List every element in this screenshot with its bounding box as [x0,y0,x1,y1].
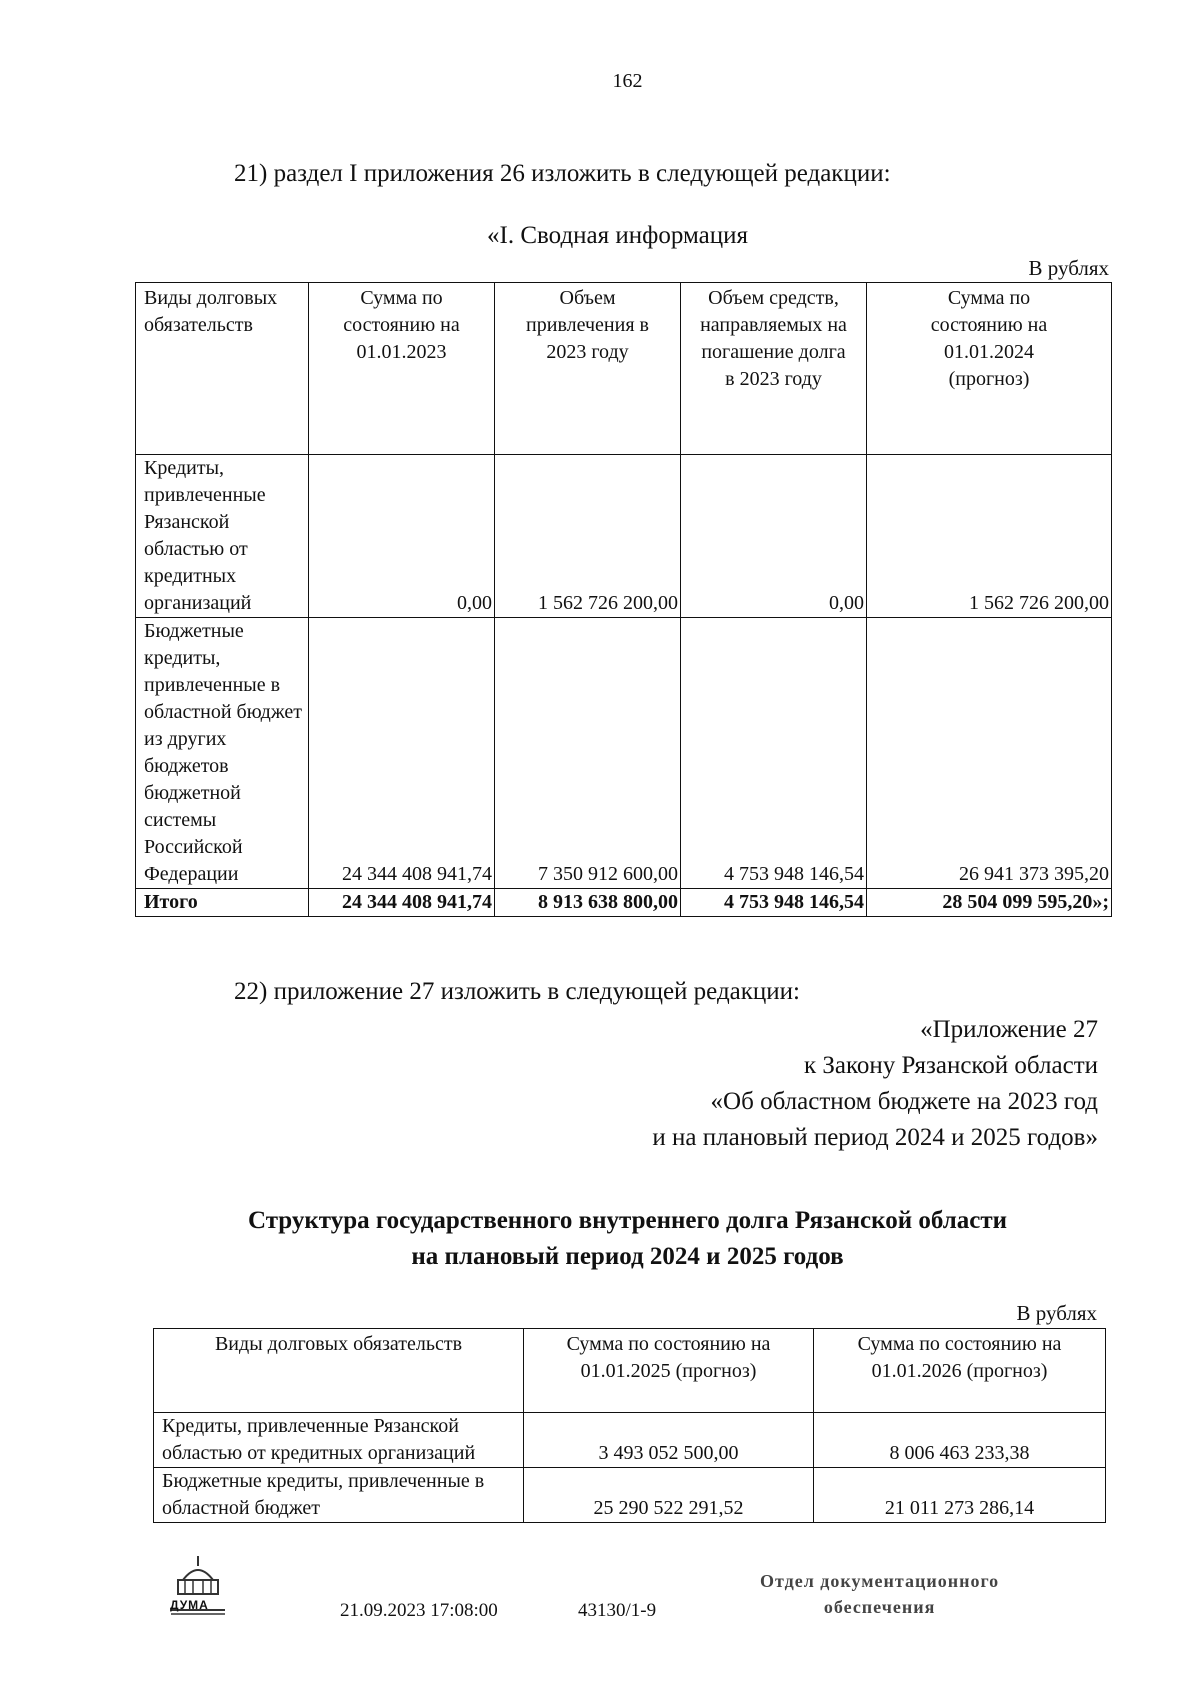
header-text: Сумма по состоянию на 01.01.2026 (прогноз) [857,1333,1062,1382]
header-text: Объем средств, направляемых на погашение долга в 2023 году [700,287,847,390]
item-22-text: 22) приложение 27 изложить в следующей редакции: [234,978,800,1005]
appendix-header [652,1012,1098,1156]
department-line: обеспечения [823,1597,936,1617]
page-number: 162 [612,70,643,92]
total-label: Итого [136,889,309,917]
header-debt-types [136,283,309,455]
footer-doc-number: 43130/1-9 [578,1600,657,1621]
row-label: Бюджетные кредиты, привлеченные в областной бюджет [154,1468,524,1523]
cell-value: 24 344 408 941,74 [309,618,495,889]
header-sum-2023 [309,283,495,455]
cell-value: 4 753 948 146,54 [681,618,867,889]
header-sum-2024 [867,283,1112,455]
cell-value: 21 011 273 286,14 [814,1468,1106,1523]
table-row [136,455,1112,618]
row-label: Кредиты, привлеченные Рязанской областью от кредитных организаций [136,455,309,618]
total-value: 28 504 099 595,20»; [867,889,1112,917]
department-stamp [760,1568,999,1620]
footer-date: 21.09.2023 17:08:00 [340,1600,498,1621]
appendix-line: «Об областном бюджете на 2023 год [710,1088,1098,1115]
structure-table [153,1328,1106,1523]
total-value: 24 344 408 941,74 [309,889,495,917]
header-text: Сумма по состоянию на 01.01.2025 (прогноз) [566,1333,771,1382]
appendix-line: и на плановый период 2024 и 2025 годов» [652,1124,1098,1151]
table-row [136,618,1112,889]
total-value: 4 753 948 146,54 [681,889,867,917]
units-label: В рублях [1016,1301,1097,1325]
structure-title-line: Структура государственного внутреннего долга Рязанской области [247,1207,1008,1234]
cell-value: 8 006 463 233,38 [814,1413,1106,1468]
appendix-line: «Приложение 27 [920,1016,1098,1043]
row-label: Бюджетные кредиты, привлеченные в областной бюджет из других бюджетов бюджетной системы Российской Федерации [136,618,309,889]
table-row [154,1468,1106,1523]
header-sum-2026 [814,1329,1106,1413]
header-attraction-2023 [495,283,681,455]
cell-value: 7 350 912 600,00 [495,618,681,889]
header-text: Виды долговых обязательств [144,287,278,336]
structure-title [0,1203,1200,1275]
total-value: 8 913 638 800,00 [495,889,681,917]
item-21-text: 21) раздел I приложения 26 изложить в следующей редакции: [234,160,891,187]
cell-value: 0,00 [309,455,495,618]
units-label: В рублях [1028,256,1109,280]
table-row [154,1413,1106,1468]
table-header-row [136,283,1112,455]
cell-value: 3 493 052 500,00 [524,1413,814,1468]
header-text: Объем привлечения в 2023 году [526,287,649,363]
cell-value: 1 562 726 200,00 [867,455,1112,618]
row-label: Кредиты, привлеченные Рязанской областью от кредитных организаций [154,1413,524,1468]
department-line: Отдел документационного [760,1571,1000,1591]
summary-table [135,282,1112,917]
appendix-line: к Закону Рязанской области [804,1052,1098,1079]
cell-value: 1 562 726 200,00 [495,455,681,618]
header-text: Виды долговых обязательств [214,1333,463,1355]
cell-value: 0,00 [681,455,867,618]
section-title: «I. Сводная информация [487,222,748,249]
header-repayment-2023 [681,283,867,455]
header-text: Сумма по состоянию на 01.01.2023 [343,287,460,363]
header-sum-2025 [524,1329,814,1413]
header-text: Сумма по состоянию на 01.01.2024 (прогноз) [930,287,1048,390]
logo-text: ДУМА [170,1598,209,1612]
cell-value: 25 290 522 291,52 [524,1468,814,1523]
cell-value: 26 941 373 395,20 [867,618,1112,889]
structure-title-line: на плановый период 2024 и 2025 годов [411,1243,844,1270]
table-header-row [154,1329,1106,1413]
table-total-row [136,889,1112,917]
header-debt-types [154,1329,524,1413]
